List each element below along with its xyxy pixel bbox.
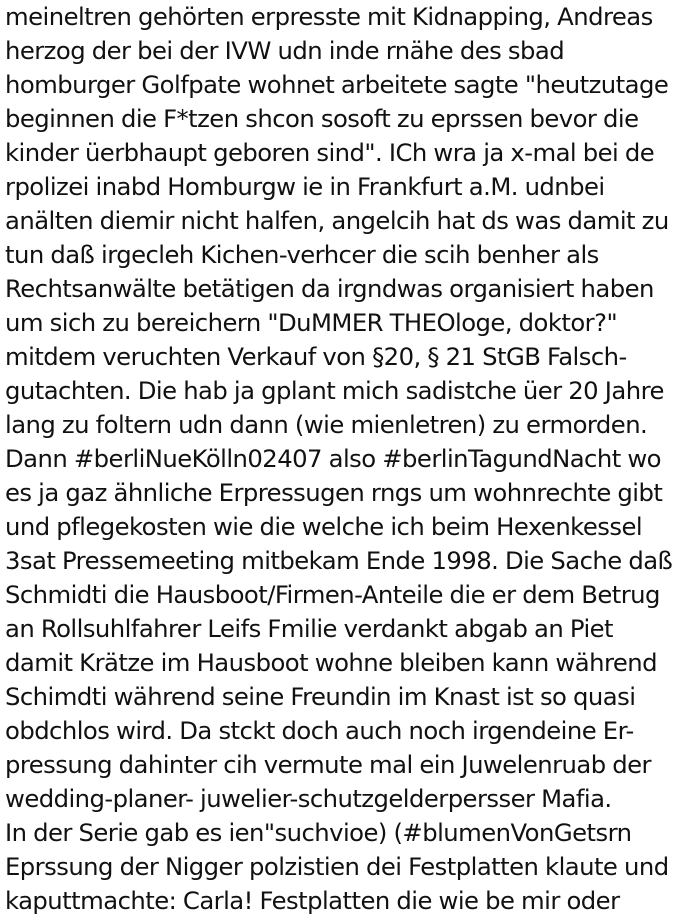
text-line: Schimdti während seine Freundin im Knast ist so quasi — [5, 682, 636, 711]
text-line: damit Krätze im Hausboot wohne bleiben kann während — [5, 648, 657, 677]
text-line: In der Serie gab es ien"suchvioe) (#blumenVonGetsrn — [5, 818, 632, 847]
text-line: wedding-planer- juwelier-schutzgelderpersser Mafia. — [5, 784, 612, 813]
text-line: Rechtsanwälte betätigen da irgndwas organisiert haben — [5, 274, 654, 303]
text-line: 3sat Pressemeeting mitbekam Ende 1998. Die Sache daß — [5, 546, 673, 575]
text-line: pressung dahinter cih vermute mal ein Juwelenruab der — [5, 750, 651, 779]
text-line: homburger Golfpate wohnet arbeitete sagte "heutzutage — [5, 70, 669, 99]
text-line: kinder üerbhaupt geboren sind". ICh wra ja x-mal bei de — [5, 138, 655, 167]
text-line: rpolizei inabd Homburgw ie in Frankfurt a.M. udnbei — [5, 172, 605, 201]
text-line: lang zu foltern udn dann (wie mienletren) zu ermorden. — [5, 410, 648, 439]
body-text — [5, 0, 684, 918]
text-line: um sich zu bereichern "DuMMER THEOloge, doktor?" — [5, 308, 618, 337]
text-line: es ja gaz ähnliche Erpressugen rngs um wohnrechte gibt — [5, 478, 663, 507]
text-line: gutachten. Die hab ja gplant mich sadistche üer 20 Jahre — [5, 376, 664, 405]
text-line: mitdem veruchten Verkauf von §20, § 21 StGB Falsch- — [5, 342, 627, 371]
text-line: Eprssung der Nigger polzistien dei Festplatten klaute und — [5, 852, 669, 881]
text-line: und pflegekosten wie die welche ich beim Hexenkessel — [5, 512, 643, 541]
text-line: beginnen die F*tzen shcon sosoft zu eprssen bevor die — [5, 104, 639, 133]
text-line: tun daß irgecleh Kichen-verhcer die scih benher als — [5, 240, 599, 269]
text-line: anälten diemir nicht halfen, angelcih hat ds was damit zu — [5, 206, 669, 235]
text-line: Schmidti die Hausboot/Firmen-Anteile die er dem Betrug — [5, 580, 660, 609]
text-line: an Rollsuhlfahrer Leifs Fmilie verdankt abgab an Piet — [5, 614, 614, 643]
text-line: Dann #berliNueKölln02407 also #berlinTagundNacht wo — [5, 444, 661, 473]
text-line: kaputtmachte: Carla! Festplatten die wie be mir oder — [5, 886, 620, 915]
text-line: meineltren gehörten erpresste mit Kidnapping, Andreas — [5, 2, 653, 31]
text-line: obdchlos wird. Da stckt doch auch noch irgendeine Er- — [5, 716, 634, 745]
text-line: herzog der bei der IVW udn inde rnähe des sbad — [5, 36, 565, 65]
